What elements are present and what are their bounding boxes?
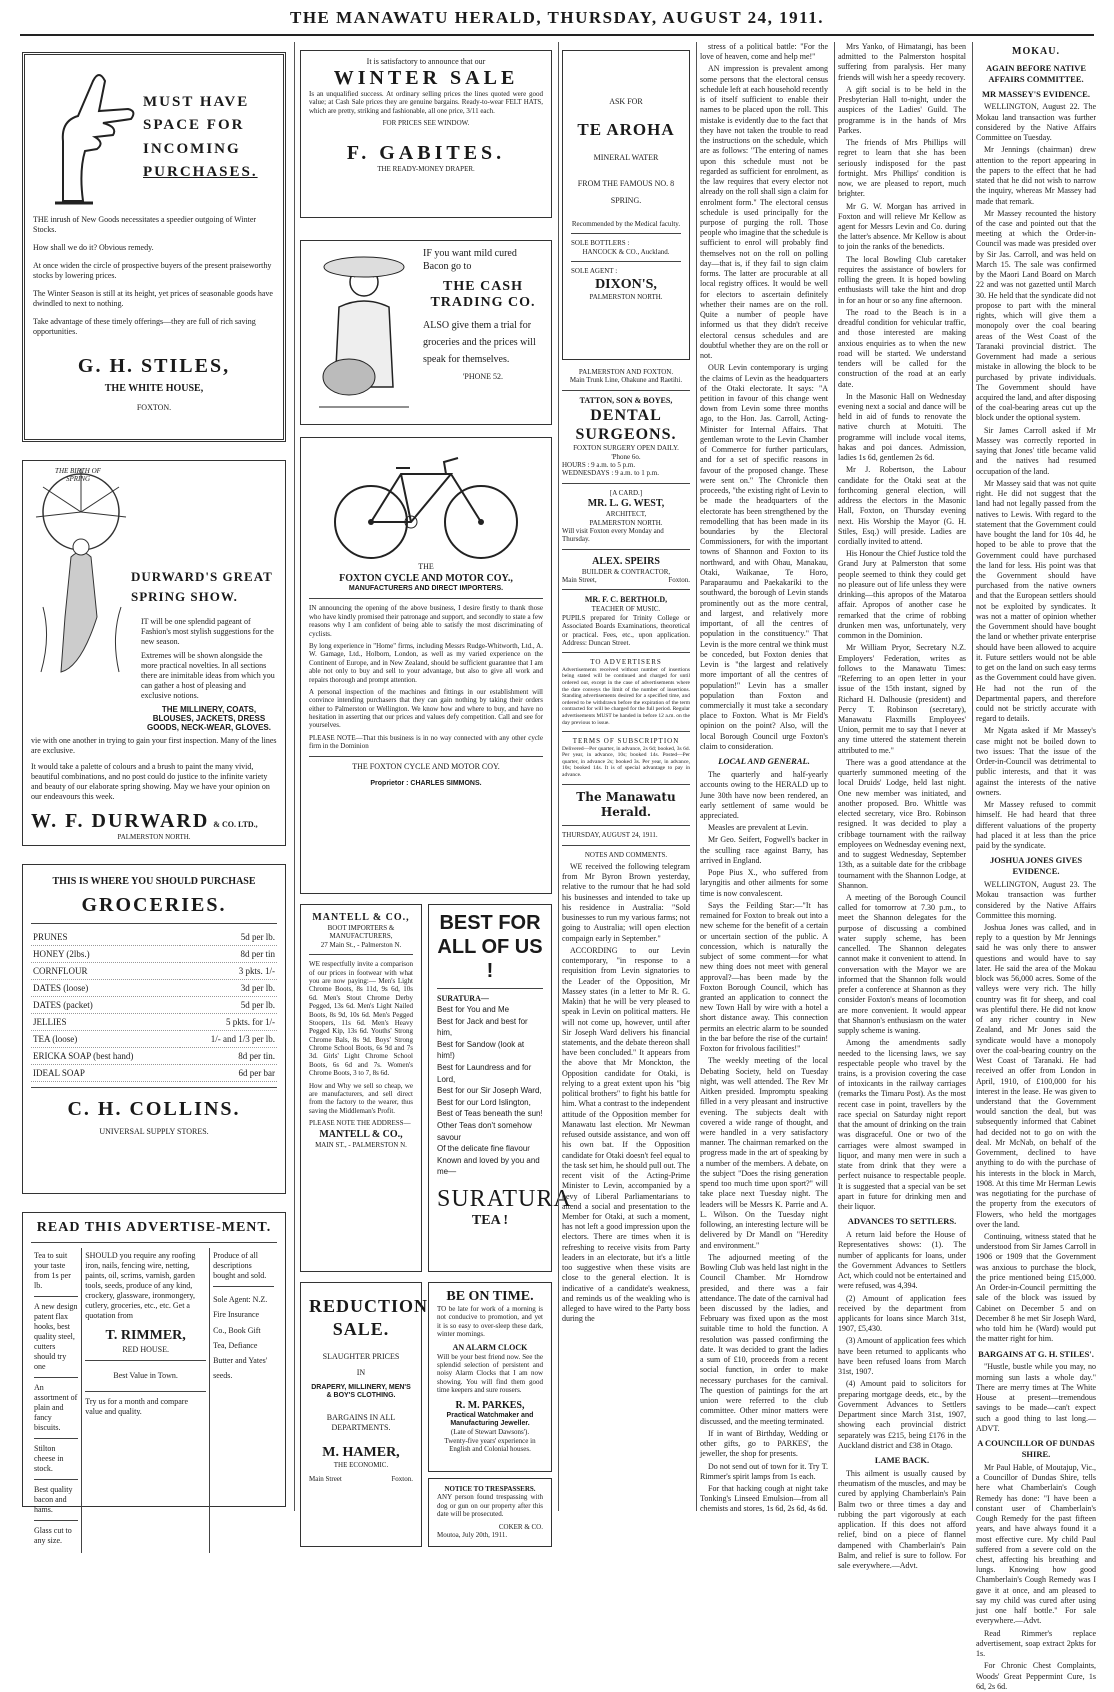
stiles-name: G. H. STILES, bbox=[77, 355, 231, 377]
news-paragraph: A meeting of the Borough Council called for tomorrow at 7.30 p.m., to meet the Shannon delegates for the purpose of discussing a combined water supply scheme, has been cancelled. The Shannon delegates cannot make it convenient to attend. In conversation with the Mayor we are informed that the Shannon folk would prefer a conference at Shannon as they consider Foxton's means of locomotion are more convenient. It would appear that Shannon's enthusiasm on the water supply scheme is waning. bbox=[838, 892, 966, 1036]
durward-suffix: & CO. LTD., bbox=[213, 820, 258, 829]
suratura-lines bbox=[437, 1004, 543, 1178]
west-pn: PALMERSTON NORTH. bbox=[589, 518, 663, 527]
durward-goods: THE MILLINERY, COATS, BLOUSES, JACKETS, DRESS GOODS, NECK-WEAR, GLOVES. bbox=[146, 705, 271, 732]
news-paragraph: The local Bowling Club caretaker requires the assistance of bowlers for rolling the green. It is hoped bowling enthusiasts will take the hint and drop in for an hour or so any fine afternoon. bbox=[838, 254, 966, 305]
price-item-name: DATES (packet) bbox=[31, 997, 180, 1014]
gabites-body: Is an unqualified success. At ordinary selling prices the lines quoted were good value; at Cash Sale prices they are genuine bargains. Ready-to-wear FELT HATS, which are pretty, striking and fashionable, all one price, 3/11 each. bbox=[309, 90, 543, 115]
ad-hamer bbox=[300, 1282, 429, 1547]
durward-p2: Extremes will be shown alongside the more practical novelties. In all sections there are inimitable ideas from which you can gather a host of pleasing and exclusive notions. bbox=[141, 651, 275, 700]
suratura-brand: SURATURA bbox=[437, 1185, 572, 1212]
speirs-builder: BUILDER & CONTRACTOR, bbox=[581, 567, 671, 576]
ad-collins bbox=[22, 864, 286, 1194]
pf-trunk: Main Trunk Line, Ohakune and Raetihi. bbox=[569, 376, 683, 385]
news-paragraph: If in want of Birthday, Wedding or other gifts, go to PARKES', the jeweller, the shop for presents. bbox=[700, 1428, 828, 1459]
speirs-foxton: Foxton. bbox=[668, 576, 690, 585]
mantell-name2: MANTELL & CO., bbox=[319, 1128, 403, 1140]
hamer-town: Foxton. bbox=[391, 1474, 413, 1483]
news-paragraph: Mr Jennings (chairman) drew attention to the report appearing in the papers to the effect that he had stated that he did not wish to narrow the inquiry, whereas Mr Massey had made that remark. bbox=[976, 145, 1096, 206]
parkes-body: TO be late for work of a morning is not conducive to promotion, and yet it is so easy to over-sleep these dark, winter mornings. bbox=[437, 1305, 543, 1339]
rimmer-right-column bbox=[210, 1248, 277, 1553]
rimmer-right-2: Sole Agent: N.Z. Fire Insurance Co., Book Gift Tea, Defiance Butter and Yates' seeds. bbox=[213, 1295, 268, 1381]
ad-mantell bbox=[300, 904, 422, 1272]
trespass-body: ANY person found trespassing with dog or gun on our property after this date will be prosecuted. bbox=[437, 1493, 543, 1519]
price-item-price: 8d per tin bbox=[180, 946, 277, 963]
news-paragraph: OUR Levin contemporary is urging the claims of Levin as the headquarters of the Otaki electorate. It says: "A petition in favour of this change went down from Levin some three months ago, to the Hon. Jas. Carroll, Acting-Minister for Internal Affairs. That gentleman wrote to the Levin Chamber of Commerce for further particulars, and for a set of specific reasons in favour of the proposed change. These were sent on." The Chronicle then proceeds, "the existing right of Levin to be made the headquarters of the electorate has been strengthened by the remodelling that has been made in its boundaries by the Electoral Commissioners, for with the important towns of Shannon and Foxton to its northward, and with Ohau, Manakau, Otaki, Waikanae, Te Horo, Paraparaumu and Paekakariki to the southward, the borough of Levin stands prominently out as the more central, and largest, and relatively more important, of all the centres of population in the constituency." That Levin is the more central we think must be conceded, but Foxton denies that Levin is "the largest and relatively more important of all the centres of population!" Levin has a smaller population than Foxton and commercially it must take a secondary place to Foxton. What is Mr Field's opinion on the point? Also, will the local Borough Council urge Foxton's claim to consideration. bbox=[700, 363, 828, 751]
dental-phone: 'Phone 6o. bbox=[611, 452, 641, 461]
hamer-addr: Main Street bbox=[309, 1474, 342, 1483]
news-paragraph: In the Masonic Hall on Wednesday evening next a social and dance will be held in aid of funds to renovate the native church at Motuiti. The programme will include vocal items, hakas and poi dances. Admission, ladies 1s 6d, gentlemen 2s 6d. bbox=[838, 391, 966, 463]
news-paragraph: Says the Feilding Star:—"It has remained for Foxton to break out into a new scheme for the benefit of a certain or uncertain section of the public. A concession, which is naturally the subject of some comment—for what new thing does not meet with general approval?—has been made by the Foxton Borough Council, which has granted an application to connect the new Town Hall by wire with a hotel a short distance away. This connection permits an electric alarm to be sounded in the bar before the rise of the curtain! Foxton for frivolous facilities!" bbox=[700, 900, 828, 1054]
cycle-p2: By long experience in "Home" firms, including Messrs Rudge-Whitworth, Ltd., A. W. Gamage, Ltd., Holborn, London, as well as my varied experience on the Continent of Europe, and in New Zealand, should be sufficient guarantee that I am able not only to buy and sell to your advantage, but also to give all work and repairs thorough and prompt attention. bbox=[309, 641, 543, 684]
news-paragraph: Mr William Pryor, Secretary N.Z. Employers' Federation, writes as follows to the Manawatu Times: "Referring to an open letter in your issue of the 15th instant, signed by Richard H. Dalhousie (president) and Percy T. Robinson (secretary), Manawatu Flaxmills Employees' Union, permit me to say that I never at any time uttered the statement therein attributed to me." bbox=[838, 643, 966, 755]
te-aroha-sole: SOLE BOTTLERS : bbox=[571, 239, 630, 248]
price-row bbox=[31, 1065, 277, 1082]
news-paragraph: (4) Amount paid to solicitors for preparing mortgage deeds, etc., by the Government Advances to Settlers Department since March 31st, 1907, showing each provincial district separately was £215, being £176 in the Auckland district and £38 in Otago. bbox=[838, 1379, 966, 1450]
suratura-line: Best for our Lord Islington, bbox=[437, 1097, 531, 1107]
mantell-body2: How and Why we sell so cheap, we are manufacturers, and sell direct from the factory to the wearer, thus saving the Middleman's Profit. bbox=[309, 1081, 413, 1115]
news-paragraph: Measles are prevalent at Levin. bbox=[708, 823, 809, 833]
collins-sub: UNIVERSAL SUPPLY STORES. bbox=[99, 1127, 209, 1136]
hamer-goods: DRAPERY, MILLINERY, MEN'S & BOY'S CLOTHING. bbox=[311, 1383, 411, 1400]
suratura-line: Other Teas don't somehow savour bbox=[437, 1120, 532, 1142]
section-heading: BARGAINS AT G. H. STILES'. bbox=[978, 1348, 1094, 1359]
parkes-title: BE ON TIME. bbox=[446, 1289, 534, 1304]
gabites-sub: THE READY-MONEY DRAPER. bbox=[377, 164, 475, 173]
dental-hours: HOURS : 9 a.m. to 5 p.m. bbox=[562, 460, 636, 469]
price-item-price: 5d per lb. bbox=[180, 997, 277, 1014]
section-heading: MOKAU. bbox=[1012, 46, 1060, 57]
te-aroha-agent: SOLE AGENT : bbox=[571, 267, 618, 276]
news-paragraph: For that hacking cough at night take Tonking's Linseed Emulsion—from all chemists and stores, 1s 6d, 2s 6d, 4s 6d. bbox=[700, 1483, 828, 1514]
parkes-clock: AN ALARM CLOCK bbox=[452, 1342, 528, 1352]
news-paragraph: WELLINGTON, August 23. The Mokau transaction was further considered by the Native Affairs Committee this morning. bbox=[976, 880, 1096, 920]
price-row bbox=[31, 1048, 277, 1065]
advertisers-body: Advertisements received without number of insertions being stated will be continued and charged for until ordered out, except in the case of advertisements where the date conveys the limit of the number of insertions. Standing advertisements desired for a specified time, and ordered to be withdrawn before the expiration of the term contracted for will be charged for the full period. Regular advertisements MUST be handed in before 12 a.m. on the day previous to issue. bbox=[562, 666, 690, 726]
ad-gabites bbox=[300, 50, 552, 218]
cycle-sub: MANUFACTURERS AND DIRECT IMPORTERS. bbox=[348, 585, 504, 592]
speirs-mainst: Main Street, bbox=[562, 576, 597, 585]
cash-phone: 'PHONE 52. bbox=[462, 372, 504, 381]
bicycle-illustration bbox=[326, 444, 526, 562]
news-paragraph: A gift social is to be held in the Presbyterian Hall to-night, under the auspices of the Ladies' Guild. The programme is in the hands of Mrs Parkes. bbox=[838, 84, 966, 135]
stiles-heading-2: SPACE FOR bbox=[143, 117, 245, 134]
suratura-line: Of the delicate fine flavour bbox=[437, 1144, 530, 1154]
news-paragraph: stress of a political battle: "For the love of heaven, come and help me!" bbox=[700, 42, 828, 62]
rimmer-left-column bbox=[31, 1248, 82, 1553]
te-aroha-hancock: HANCOCK & CO., Auckland. bbox=[582, 247, 670, 256]
section-heading: LAME BACK. bbox=[874, 1455, 930, 1466]
pointing-hand-icon bbox=[33, 61, 143, 211]
ad-trespass bbox=[428, 1478, 552, 1547]
suratura-headline: BEST FOR ALL OF US ! bbox=[437, 912, 543, 982]
cycle-p3: A personal inspection of the machines and fittings in our establishment will convince intending purchasers that they can gain nothing by taking their orders either to Palmerston or Wellington. We know how and where to buy, and have no hesitation in asserting that our prices and values defy competition. Call and see for yourselves. bbox=[309, 687, 543, 730]
news-paragraph: Mr Paul Hable, of Moutajup, Vic., a Councillor of Dundas Shire, tells here what Chamberlain's Cough Remedy has done: "I have been a constant user of Chamberlain's Cough Remedy for the past fifteen years, and have always found it a most effective cure. My child Paul suffered from a severe cold on the chest, affecting his breathing and lungs. Knowing how good Chamberlain's Cough Remedy was I gave it at once, and am pleased to say my child was cured after using just one half bottle." For sale everywhere.—Advt. bbox=[976, 1462, 1096, 1626]
te-aroha-name: TE AROHA bbox=[577, 120, 675, 139]
parkes-late: (Late of Stewart Dawsons'). bbox=[450, 1428, 530, 1437]
gabites-prices: FOR PRICES SEE WINDOW. bbox=[382, 119, 470, 128]
rimmer-try: Try us for a month and compare value and quality. bbox=[85, 1396, 189, 1416]
news-paragraph: Among the amendments sadly needed to the licensing laws, we say respectable people who travel by the trains, is a provision covering the case of intoxicants in the railway carriages (remarks the Timaru Post). As the most recent case in point, travellers by the race special on Saturday night report that the amount of drinking on the train was disgraceful. One or two of the carriages were almost swamped in liquor, and many men were in such a state from drink that they were a perfect nuisance to respectable people. It is suggested that a special van be set apart in future for drinking men and their liquor. bbox=[838, 1038, 966, 1212]
price-item-name: CORNFLOUR bbox=[31, 963, 180, 980]
news-paragraph: Sir James Carroll asked if Mr Massey was correctly reported in saying that Jones' title became valid and the natives had resumed occupation of the land. bbox=[976, 425, 1096, 476]
west-visit: Will visit Foxton every Monday and Thursday. bbox=[562, 526, 664, 544]
price-item-name: PRUNES bbox=[31, 929, 180, 946]
mantell-note: PLEASE NOTE THE ADDRESS— bbox=[309, 1119, 411, 1128]
te-aroha-recommended: Recommended by the Medical faculty. bbox=[571, 219, 681, 228]
stiles-heading-4: PURCHASES. bbox=[143, 163, 258, 180]
te-aroha-ask: ASK FOR bbox=[609, 97, 643, 106]
stiles-p5: Take advantage of these timely offerings—they are full of rich saving opportunities. bbox=[33, 317, 256, 336]
news-paragraph: Mr Geo. Seifert, Fogwell's backer in the sculling race against Barry, has arrived in England. bbox=[700, 835, 828, 865]
suratura-line: Best of Teas beneath the sun! bbox=[437, 1109, 543, 1119]
mantell-name: MANTELL & CO., bbox=[312, 912, 410, 923]
news-paragraph: Mrs Yanko, of Himatangi, has been admitted to the Palmerston hospital suffering from paralysis. Her many friends will wish her a speedy recovery. bbox=[838, 42, 966, 82]
te-aroha-mineral: MINERAL WATER bbox=[593, 152, 659, 162]
hamer-in: IN bbox=[356, 1367, 366, 1377]
price-item-price: 5d per lb. bbox=[180, 929, 277, 946]
news-paragraph: AN impression is prevalent among some persons that the electoral census schedule left at each household recently is of itself sufficient to enable their names to be placed upon the roll. This mistake is evidently due to the fact that they have not taken the trouble to read the instructions on the schedule, which are as follows: "The entering of names upon this schedule must not be regarded as sufficient for enrolment, as the law requires that every elector not already on the roll shall sign a claim for enrolment form." The electoral census schedule is used principally for the purpose of purging the roll. Those people who imagine that the schedule is sufficient to enrol will probably find themselves not on the roll on polling day—that is, if they fail to sign claim forms. The latter are procurable at all local registry offices. It would be well for electors to ascertain definitely whether their names are on the roll. Quite a number of people have informed us that they didn't receive electoral census schedules and are doubtful whether they are on the roll or not. bbox=[700, 64, 828, 361]
news-paragraph: The quarterly and half-yearly accounts owing to the HERALD up to June 30th have now been rendered, an early settlement of same would be appreciated. bbox=[700, 770, 828, 820]
cycle-p4: PLEASE NOTE—That this business is in no way connected with any other cycle firm in the Dominion bbox=[309, 733, 543, 751]
news-paragraph: For Chronic Chest Complaints, Woods' Great Peppermint Cure, 1s 6d, 2s 6d. bbox=[976, 1661, 1096, 1691]
news-paragraph: The friends of Mrs Phillips will regret to learn that she has been seriously indisposed for the past fortnight. Mrs Phillips' condition is now, we are pleased to report, much brighter. bbox=[838, 138, 966, 199]
section-heading: LOCAL AND GENERAL. bbox=[718, 756, 810, 767]
ad-durward bbox=[22, 460, 286, 846]
news-paragraph: WELLINGTON, August 22. The Mokau land transaction was further considered by the Native Affairs Committee on Tuesday. bbox=[976, 102, 1096, 143]
stiles-p4: The Winter Season is still at its height, yet prices of seasonable goods have dwindled to next to nothing. bbox=[33, 289, 273, 308]
news-paragraph: Mr Ngata asked if Mr Massey's case might not be boiled down to two issues: That the issue of the Order-in-Council was detrimental to public interests, and that it was against the interests of the native owners. bbox=[976, 726, 1096, 797]
cycle-the: THE bbox=[418, 562, 434, 571]
suratura-line: Best for You and Me bbox=[437, 1005, 510, 1014]
rimmer-mid-column bbox=[82, 1248, 210, 1553]
trespass-title: NOTICE TO TRESPASSERS. bbox=[444, 1485, 536, 1493]
suratura-lead: SURATURA— bbox=[437, 994, 489, 1003]
durward-p4: It would take a palette of colours and a brush to paint the many vivid, beautiful combinations, and no post could do justice to the infinite variety and beauty of our elaborate spring showing. May we have your opinion on our endeavours this week. bbox=[31, 762, 270, 801]
dental-wed: WEDNESDAYS : 9 a.m. to 1 p.m. bbox=[562, 469, 659, 478]
news-paragraph: The weekly meeting of the local Debating Society, held on Tuesday night, was well attended. The Rev Mr Aitken presided. Impromptu speaking filled in a very pleasant and instructive evening. The subjects dealt with covered a wide range of thought, and were handled in a very satisfactory manner. The chairman remarked on the progress made in the art of speaking by a number of the members. A debate, on the subject "Does the rising generation spend too much time upon sport?" will take place next Tuesday night. The leaders will be Messrs K. Parrie and A. L. Wilson. On the Tuesday night following, an interesting lecture will be delivered by Dr Mandl on "Heredity and environment." bbox=[700, 1056, 828, 1250]
mantell-addr2: MAIN ST., - PALMERSTON N. bbox=[315, 1140, 407, 1149]
price-item-name: JELLIES bbox=[31, 1014, 180, 1031]
dental-surgery: FOXTON SURGERY OPEN DAILY. bbox=[573, 444, 679, 453]
price-row bbox=[31, 980, 277, 997]
mantell-sub: BOOT IMPORTERS & MANUFACTURERS, bbox=[327, 924, 395, 941]
cycle-p1: IN announcing the opening of the above business, I desire firstly to thank those who have kindly promised their patronage and support, and secondly to state a few reasons why I am confident of being able to satisfy the most discriminating of cyclists. bbox=[309, 604, 543, 638]
west-arch: ARCHITECT, bbox=[605, 510, 647, 519]
price-item-price: 3 pkts. 1/- bbox=[180, 963, 277, 980]
news-paragraph: Pope Pius X., who suffered from laryngitis and other ailments for some time is now convalescent. bbox=[700, 868, 828, 898]
butcher-illustration bbox=[309, 247, 419, 417]
tatton-name: TATTON, SON & BOYES, bbox=[579, 395, 673, 405]
hamer-sub2: THE ECONOMIC. bbox=[333, 1460, 389, 1469]
news-paragraph: This ailment is usually caused by rheumatism of the muscles, and may be cured by applying Chamberlain's Pain Balm two or three times a day and rubbing the part vigorously at each application. If this does not afford relief, bind on a piece of flannel dampened with Chamberlain's Pain Balm, and relief is sure to follow. For sale everywhere.—Advt. bbox=[838, 1468, 966, 1571]
news-paragraph: Mr Massey said that was not quite right. He did not suggest that the land had not legally passed from the natives to Lewis. With regard to the statement that the Government could have bought the land for 10s 4d, he hoped to be able to prove that the Government could have purchased the land for less. His point was that the Government should have purchased from the native owners and that the European settlers should not be exploited by syndicates. It was not a matter of opinion whether the Government should have bought the land or whether private enterprise should have been allowed to acquire it. Future settlers would not be able to get on the land on such easy terms as the Government could have given. He had not the run of the Departmental papers, and therefore could not be strictly accurate with regard to details. bbox=[976, 478, 1096, 724]
gabites-top: It is satisfactory to announce that our bbox=[366, 57, 486, 66]
collins-name: C. H. COLLINS. bbox=[67, 1098, 241, 1120]
te-aroha-pn: PALMERSTON NORTH. bbox=[589, 293, 663, 302]
rimmer-left-2: A new design patent flax hooks, best quality steel, cutters should try one bbox=[34, 1302, 78, 1372]
price-item-name: TEA (loose) bbox=[31, 1031, 180, 1048]
price-item-name: IDEAL SOAP bbox=[31, 1065, 180, 1082]
column-4 bbox=[700, 42, 828, 1514]
te-aroha-famous: FROM THE FAMOUS NO. 8 SPRING. bbox=[577, 178, 675, 206]
ad-stiles bbox=[22, 52, 286, 442]
parkes-exp: Twenty-five years' experience in English and Colonial houses. bbox=[444, 1436, 536, 1454]
cash-p2: ALSO give them a trial for groceries and the prices will speak for themselves. bbox=[423, 320, 536, 365]
column-2 bbox=[300, 42, 572, 1539]
news-paragraph: The adjourned meeting of the Bowling Club was held last night in the Council Chamber. Mr Horndrow presided, and there was a fair attendance. The date of the carnival had been discussed by the ladies, and February was fixed upon as the most suitable time to hold the function. A resolution was passed confirming the date. It was decided to grant the ladies a sum of £10, proceeds from a recent social function, in order to make necessary purchases for the carnival. The question of paintings for the art union were referred to the club committee. Other minor matters were discussed, and the meeting terminated. bbox=[700, 1252, 828, 1426]
berthold-pupils: PUPILS prepared for Trinity College or Associated Boards Examinations, theoretical or practical. Fees, etc., upon application. Address: Duncan Street. bbox=[562, 613, 690, 648]
durward-p1: IT will be one splendid pageant of Fashion's most stylish suggestions for the new season. bbox=[141, 617, 274, 646]
news-paragraph: His Honour the Chief Justice told the Grand Jury at Palmerston that some people seemed to think they could get no pleasure out of life unless they were drinking—this apropos of the Mataroa affair. Apropos of another case he remarked that the crime of robbing drunken men was, unfortunately, very common in the Dominion. bbox=[838, 549, 966, 641]
cycle-prop: Proprietor : CHARLES SIMMONS. bbox=[370, 779, 482, 787]
rimmer-right-1: Produce of all descriptions bought and sold. bbox=[213, 1251, 267, 1281]
durward-arch: THE BIRTH OF SPRING bbox=[55, 467, 101, 484]
trespass-date: Moutoa, July 20th, 1911. bbox=[437, 1530, 508, 1539]
rimmer-mid: SHOULD you require any roofing iron, nails, fencing wire, netting, paints, oil, scrims, varnish, garden tools, seeds, produce of any kind, crockery, glassware, ironmongery, cutlery, groceries, etc., etc. Get a quotation from bbox=[85, 1251, 196, 1321]
rimmer-left-4: Stilton cheese in stock. bbox=[34, 1444, 64, 1474]
suratura-line: Known and loved by you and me— bbox=[437, 1155, 540, 1177]
price-row bbox=[31, 946, 277, 963]
te-aroha-dixon: DIXON'S, bbox=[595, 276, 657, 292]
column-3 bbox=[562, 42, 690, 1511]
rimmer-left-5: Best quality bacon and hams. bbox=[34, 1485, 73, 1515]
mantell-addr: 27 Main St., - Palmerston N. bbox=[320, 940, 402, 949]
stiles-heading-1: MUST HAVE bbox=[143, 94, 250, 110]
ad-suratura bbox=[428, 904, 572, 1272]
trespass-sign: COKER & CO. bbox=[498, 1522, 543, 1531]
herald-date: THURSDAY, AUGUST 24, 1911. bbox=[562, 831, 658, 840]
gabites-name: F. GABITES. bbox=[346, 141, 506, 164]
col3-text-2: ACCORDING to our Levin contemporary, "in response to a requisition from Levin signatories to the Leader of the Opposition, Mr Massey states (in a letter to Mr R. G. Makin) that he will be very pleased to speak in Levin on political matters. He will not come up, however, until after Sir Joseph Ward delivers his financial statements, and the debate thereon shall have been concluded." It appears from the above that Mr Monckton, the Opposition candidate for Otaki, is relying to a great extent upon his "big political brothers" to fight his battle for him. What a contrast to the independent attitude of the Opposition member for Manawatu last election. Mr Newman refused outside assistance, and won off his own bat. If the Opposition candidate for Otaki doesn't feel equal to the task set him, he should pull out. The recent visit of the Acting-Prime Minister to Levin, accompanied by a bevy of Liberal Parliamentarians to attend a social and presentation to the Member for Otaki, at such a moment, has not left a good impression upon the electors. There are times when it is refreshing to receive visits from Party leaders in an electorate, but it's a little too suggestive when these visits are close to the general election. It is indicative of a candidate's weakness, and reminds us of the weakling who is alleged to have wired to the Party boss during the bbox=[562, 945, 690, 1324]
notes-title: NOTES AND COMMENTS. bbox=[584, 850, 668, 859]
berthold-teacher: TEACHER OF MUSIC. bbox=[591, 605, 661, 614]
advertisers-title: TO ADVERTISERS bbox=[590, 658, 662, 667]
ad-foxton-cycle bbox=[300, 437, 552, 894]
news-paragraph: Do not send out of town for it. Try T. Rimmer's spirit lamps from 1s each. bbox=[700, 1461, 828, 1481]
collins-price-list bbox=[31, 929, 277, 1082]
collins-title: GROCERIES. bbox=[81, 894, 227, 916]
news-paragraph: (2) Amount of application fees received by the department from applicants for loans since March 31st, 1907, £5,430. bbox=[838, 1293, 966, 1334]
news-paragraph: "Hustle, bustle while you may, no morning sun lasts a whole day." There are merry times at The White House at present—tremendous savings to be made—can't expect such a good thing to last long.—ADVT. bbox=[976, 1362, 1096, 1433]
durward-title: DURWARD'S GREAT SPRING SHOW. bbox=[131, 569, 273, 604]
speirs-name: ALEX. SPEIRS bbox=[592, 555, 660, 567]
hamer-bargains: BARGAINS IN ALL DEPARTMENTS. bbox=[326, 1412, 396, 1432]
masthead-rule bbox=[20, 34, 1094, 36]
news-paragraph: There was a good attendance at the quarterly summoned meeting of the local Druids' Lodge, held last night. One new member was initiated, and another proposed. Bro. Whittle was elected secretary, vice Bro. Robinson resigned. It was decided to play a cribbage tournament with the railway employees on Wednesday evening next, and to suggest Wednesday, September 13th, as a suitable date for the cribbage tournament with the Shannon Lodge, at Shannon. bbox=[838, 757, 966, 890]
durward-p3: vie with one another in trying to gain your first inspection. Many of the lines are exclusive. bbox=[31, 736, 277, 755]
parkes-sub: Practical Watchmaker and Manufacturing Jeweller. bbox=[446, 1411, 534, 1427]
suratura-line: Best for Sandow (look at him!) bbox=[437, 1039, 525, 1061]
rimmer-title: READ THIS ADVERTISE-MENT. bbox=[36, 1220, 272, 1235]
price-item-price: 8d per tin. bbox=[180, 1048, 277, 1065]
news-paragraph: Read Rimmer's replace advertisement, soap extract 2pkts for 1s. bbox=[976, 1628, 1096, 1659]
stiles-heading-3: INCOMING bbox=[143, 140, 241, 157]
berthold-name: MR. F. C. BERTHOLD, bbox=[584, 595, 668, 605]
pf-heading: PALMERSTON AND FOXTON. bbox=[578, 368, 674, 376]
parkes-name: R. M. PARKES, bbox=[455, 1399, 525, 1411]
rimmer-best: Best Value in Town. bbox=[113, 1370, 178, 1380]
durward-name: W. F. DURWARD bbox=[31, 810, 210, 832]
suratura-line: Best for Laundress and for Lord, bbox=[437, 1062, 532, 1084]
rimmer-left-1: Tea to suit your taste from 1s per lb. bbox=[34, 1251, 71, 1291]
news-paragraph: The road to the Beach is in a dreadful condition for vehicular traffic, and those interested are making anxious enquiries as to when the new road will be started. We understand tenders will be called for the construction of the road at an early date. bbox=[838, 307, 966, 389]
ad-cash-trading bbox=[300, 240, 552, 425]
column-1 bbox=[22, 42, 286, 1546]
rimmer-left-6: Glass cut to any size. bbox=[34, 1526, 72, 1546]
section-heading: AGAIN BEFORE NATIVE AFFAIRS COMMITTEE. bbox=[986, 62, 1086, 84]
cycle-name: FOXTON CYCLE AND MOTOR COY., bbox=[339, 573, 513, 584]
mantell-body: WE respectfully invite a comparison of our prices in footwear with what you are now paying:— Men's Light Chrome Boots, 8s 11d, 9s 6d, 10s 6d. Men's Stout Chrome Derby Pegged, 13s 6d. Men's Light Nailed Boots, 8s 9d, 10s 6d. Men's Pegged Stoopers, 11s 6d. Men's Heavy Pegged Kip, 13s 6d. Youths' Strong Chrome Bals, 8s 9d. Boys' Strong Chrome School Boots, 6s 9d and 7s 3d. Girls' Light Chrome School Boots, 6s 6d and 7s. Women's Chrome Boots, 3 to 7, 8s 6d. bbox=[309, 960, 413, 1078]
terms-body: Delivered—Per quarter, in advance, 2s 6d; booked, 3s 6d. Per year, in advance, 10s; booked 14s. Posted—Per quarter, in advance 2s; booked 3s. Per year, in advance, 10s; booked 14s. It is of special advantage to pay in advance. bbox=[562, 745, 690, 778]
durward-town: PALMERSTON NORTH. bbox=[117, 833, 191, 841]
news-paragraph: Continuing, witness stated that he understood from Sir James Carroll in 1906 or 1909 that the Government was anxious to purchase the block, the price mentioned being £15,000. An Order-in-Council permitting the sale of the block was issued by Cabinet on December 5 and on December 8 he met Sir Joseph Ward, who told him he (Ward) would put the matter right for him. bbox=[976, 1232, 1096, 1344]
stiles-p1: THE inrush of New Goods necessitates a speedier outgoing of Winter Stocks. bbox=[33, 215, 257, 234]
section-heading: MR MASSEY'S EVIDENCE. bbox=[982, 88, 1090, 99]
suratura-line: Best for Jack and best for him, bbox=[437, 1016, 528, 1038]
section-heading: A COUNCILLOR OF DUNDAS SHIRE. bbox=[977, 1438, 1095, 1459]
price-item-price: 5 pkts. for 1/- bbox=[180, 1014, 277, 1031]
news-paragraph: Mr Massey recounted the history of the case and pointed out that the meeting at which the Order-in-Council was made was presided over by Sir Jas. Carroll, and was held on March 15. The sale was confirmed by the Maori Land Board on March 22 and was not gazetted until March 30. He held that the syndicate did not propose to part with the mineral rights, which will give them a monopoly over the coal bearing areas of the West Coast of the Taranaki provincial district. The Government had made a serious mistake in allowing the block to be purchased by private individuals. The Government should have acquired the land, and after disposing of the coal-bearing areas cut up the block under the optional system. bbox=[976, 208, 1096, 423]
herald-title: The Manawatu Herald. bbox=[576, 789, 676, 819]
ad-te-aroha bbox=[562, 50, 690, 360]
price-item-name: HONEY (2lbs.) bbox=[31, 946, 180, 963]
suratura-line: Best for our Sir Joseph Ward, bbox=[437, 1086, 542, 1096]
stiles-p3: At once widen the circle of prospective buyers of the present praiseworthy stocks by lowering prices. bbox=[33, 261, 272, 280]
price-row bbox=[31, 963, 277, 980]
hamer-name: M. HAMER, bbox=[322, 1444, 400, 1460]
west-card: [A CARD.] bbox=[609, 488, 643, 497]
stiles-p2: How shall we do it? Obvious remedy. bbox=[33, 243, 154, 252]
news-paragraph: Mr J. Robertson, the Labour candidate for the Otaki seat at the forthcoming general election, will address the electors in the Masonic Hall, Foxton, on Thursday evening next. His Worship the Mayor (G. H. Stiles, Esq.) will preside. Ladies are cordially invited to attend. bbox=[838, 465, 966, 547]
cycle-footer: THE FOXTON CYCLE AND MOTOR COY. bbox=[352, 761, 500, 771]
price-item-price: 3d per lb. bbox=[180, 980, 277, 997]
news-paragraph: Mr G. W. Morgan has arrived in Foxton and will relieve Mr Kellow as agent for Messrs Levin and Co. during the latter's absence. Mr Kellow is about to join the ranks of the benedicts. bbox=[838, 201, 966, 252]
hamer-title: REDUCTION SALE. bbox=[309, 1296, 429, 1340]
spring-illustration bbox=[31, 467, 131, 677]
price-row bbox=[31, 1031, 277, 1048]
cash-p1: IF you want mild cured Bacon go to bbox=[423, 248, 517, 272]
stiles-town: FOXTON. bbox=[136, 403, 172, 412]
rimmer-name: T. RIMMER, bbox=[105, 1328, 186, 1344]
stiles-sub: THE WHITE HOUSE, bbox=[104, 383, 204, 394]
price-item-name: DATES (loose) bbox=[31, 980, 180, 997]
price-item-name: ERICKA SOAP (best hand) bbox=[31, 1048, 180, 1065]
dental-title: DENTAL SURGEONS. bbox=[575, 406, 677, 443]
news-paragraph: Mr Massey refused to commit himself. He had heard that three different valuations of the property had placed it at less than the price paid by the syndicate. bbox=[976, 800, 1096, 851]
price-row bbox=[31, 929, 277, 946]
col3-text-1: WE received the following telegram from Mr Byron Brown yesterday, relative to the rumour that he had sold his businesses and intended to take up his residence in Australia: "Sold businesses to run my various farms; not going to Australia; will open election compaign early in September." bbox=[562, 862, 690, 943]
news-paragraph: Joshua Jones was called, and in reply to a question by Mr Jennings said he was only there to answer questions and would have to say later. He said the area of the Mokau block was 56,000 acres. Some of the valleys were very rich. The hilly country was fit for sheep, and coal was plentiful there. He did not know of any richer country in New Zealand, and Mr Jones said the syndicate would have a monopoly over the coal-bearing country on the West Coast of Taranaki. He had received an offer from London in April, 1910, of £100,000 for his interest in the lease. He was given to understand that the Government would sanction the deal, but was subsequently informed that Cabinet had decided not to go on with the deal. Mr McNab, on behalf of the Government, declined to have anything to do with the purchase of his interests in the block in March, 1908. At this time Mr Herman Lewis was negotiating for the purchase of the property from the executors of Flowers, who held the mortgages over the land. bbox=[976, 922, 1096, 1229]
terms-title: TERMS OF SUBSCRIPTION bbox=[572, 737, 680, 746]
column-5 bbox=[838, 42, 966, 1571]
parkes-body2: Will be your best friend now. See the splendid selection of persistent and noisy Alarm Clocks that I am now showing. You will find them good time keepers and sure rousers. bbox=[437, 1352, 543, 1395]
ad-rimmer bbox=[22, 1212, 286, 1546]
section-heading: JOSHUA JONES GIVES EVIDENCE. bbox=[989, 855, 1083, 877]
cash-name: THE CASH TRADING CO. bbox=[430, 279, 536, 310]
news-paragraph: (3) Amount of application fees which have been returned to applicants who have been refused loans from March 31st, 1907. bbox=[838, 1336, 966, 1377]
price-item-price: 6d per bar bbox=[180, 1065, 277, 1082]
rimmer-left-3: An assortment of plain and fancy biscuits. bbox=[34, 1383, 78, 1433]
hamer-sub: SLAUGHTER PRICES bbox=[322, 1351, 400, 1361]
price-row bbox=[31, 997, 277, 1014]
suratura-tea: TEA ! bbox=[471, 1212, 509, 1228]
news-paragraph: A return laid before the House of Representatives shows: (1). The number of applicants for loans, under the Government Advances to Settlers Act, which could not be entertained and were refused, was 4,394. bbox=[838, 1230, 966, 1291]
west-name: MR. L. G. WEST, bbox=[587, 498, 665, 510]
rimmer-house: RED HOUSE. bbox=[122, 1344, 169, 1354]
price-row bbox=[31, 1014, 277, 1031]
collins-top: THIS IS WHERE YOU SHOULD PURCHASE bbox=[52, 876, 256, 887]
gabites-title: WINTER SALE bbox=[333, 67, 519, 89]
column-6 bbox=[976, 42, 1096, 1691]
masthead: THE MANAWATU HERALD, THURSDAY, AUGUST 24, 1911. bbox=[289, 8, 824, 27]
ad-parkes bbox=[428, 1282, 552, 1472]
price-item-price: 1/- and 1/3 per lb. bbox=[180, 1031, 277, 1048]
section-heading: ADVANCES TO SETTLERS. bbox=[847, 1216, 957, 1227]
